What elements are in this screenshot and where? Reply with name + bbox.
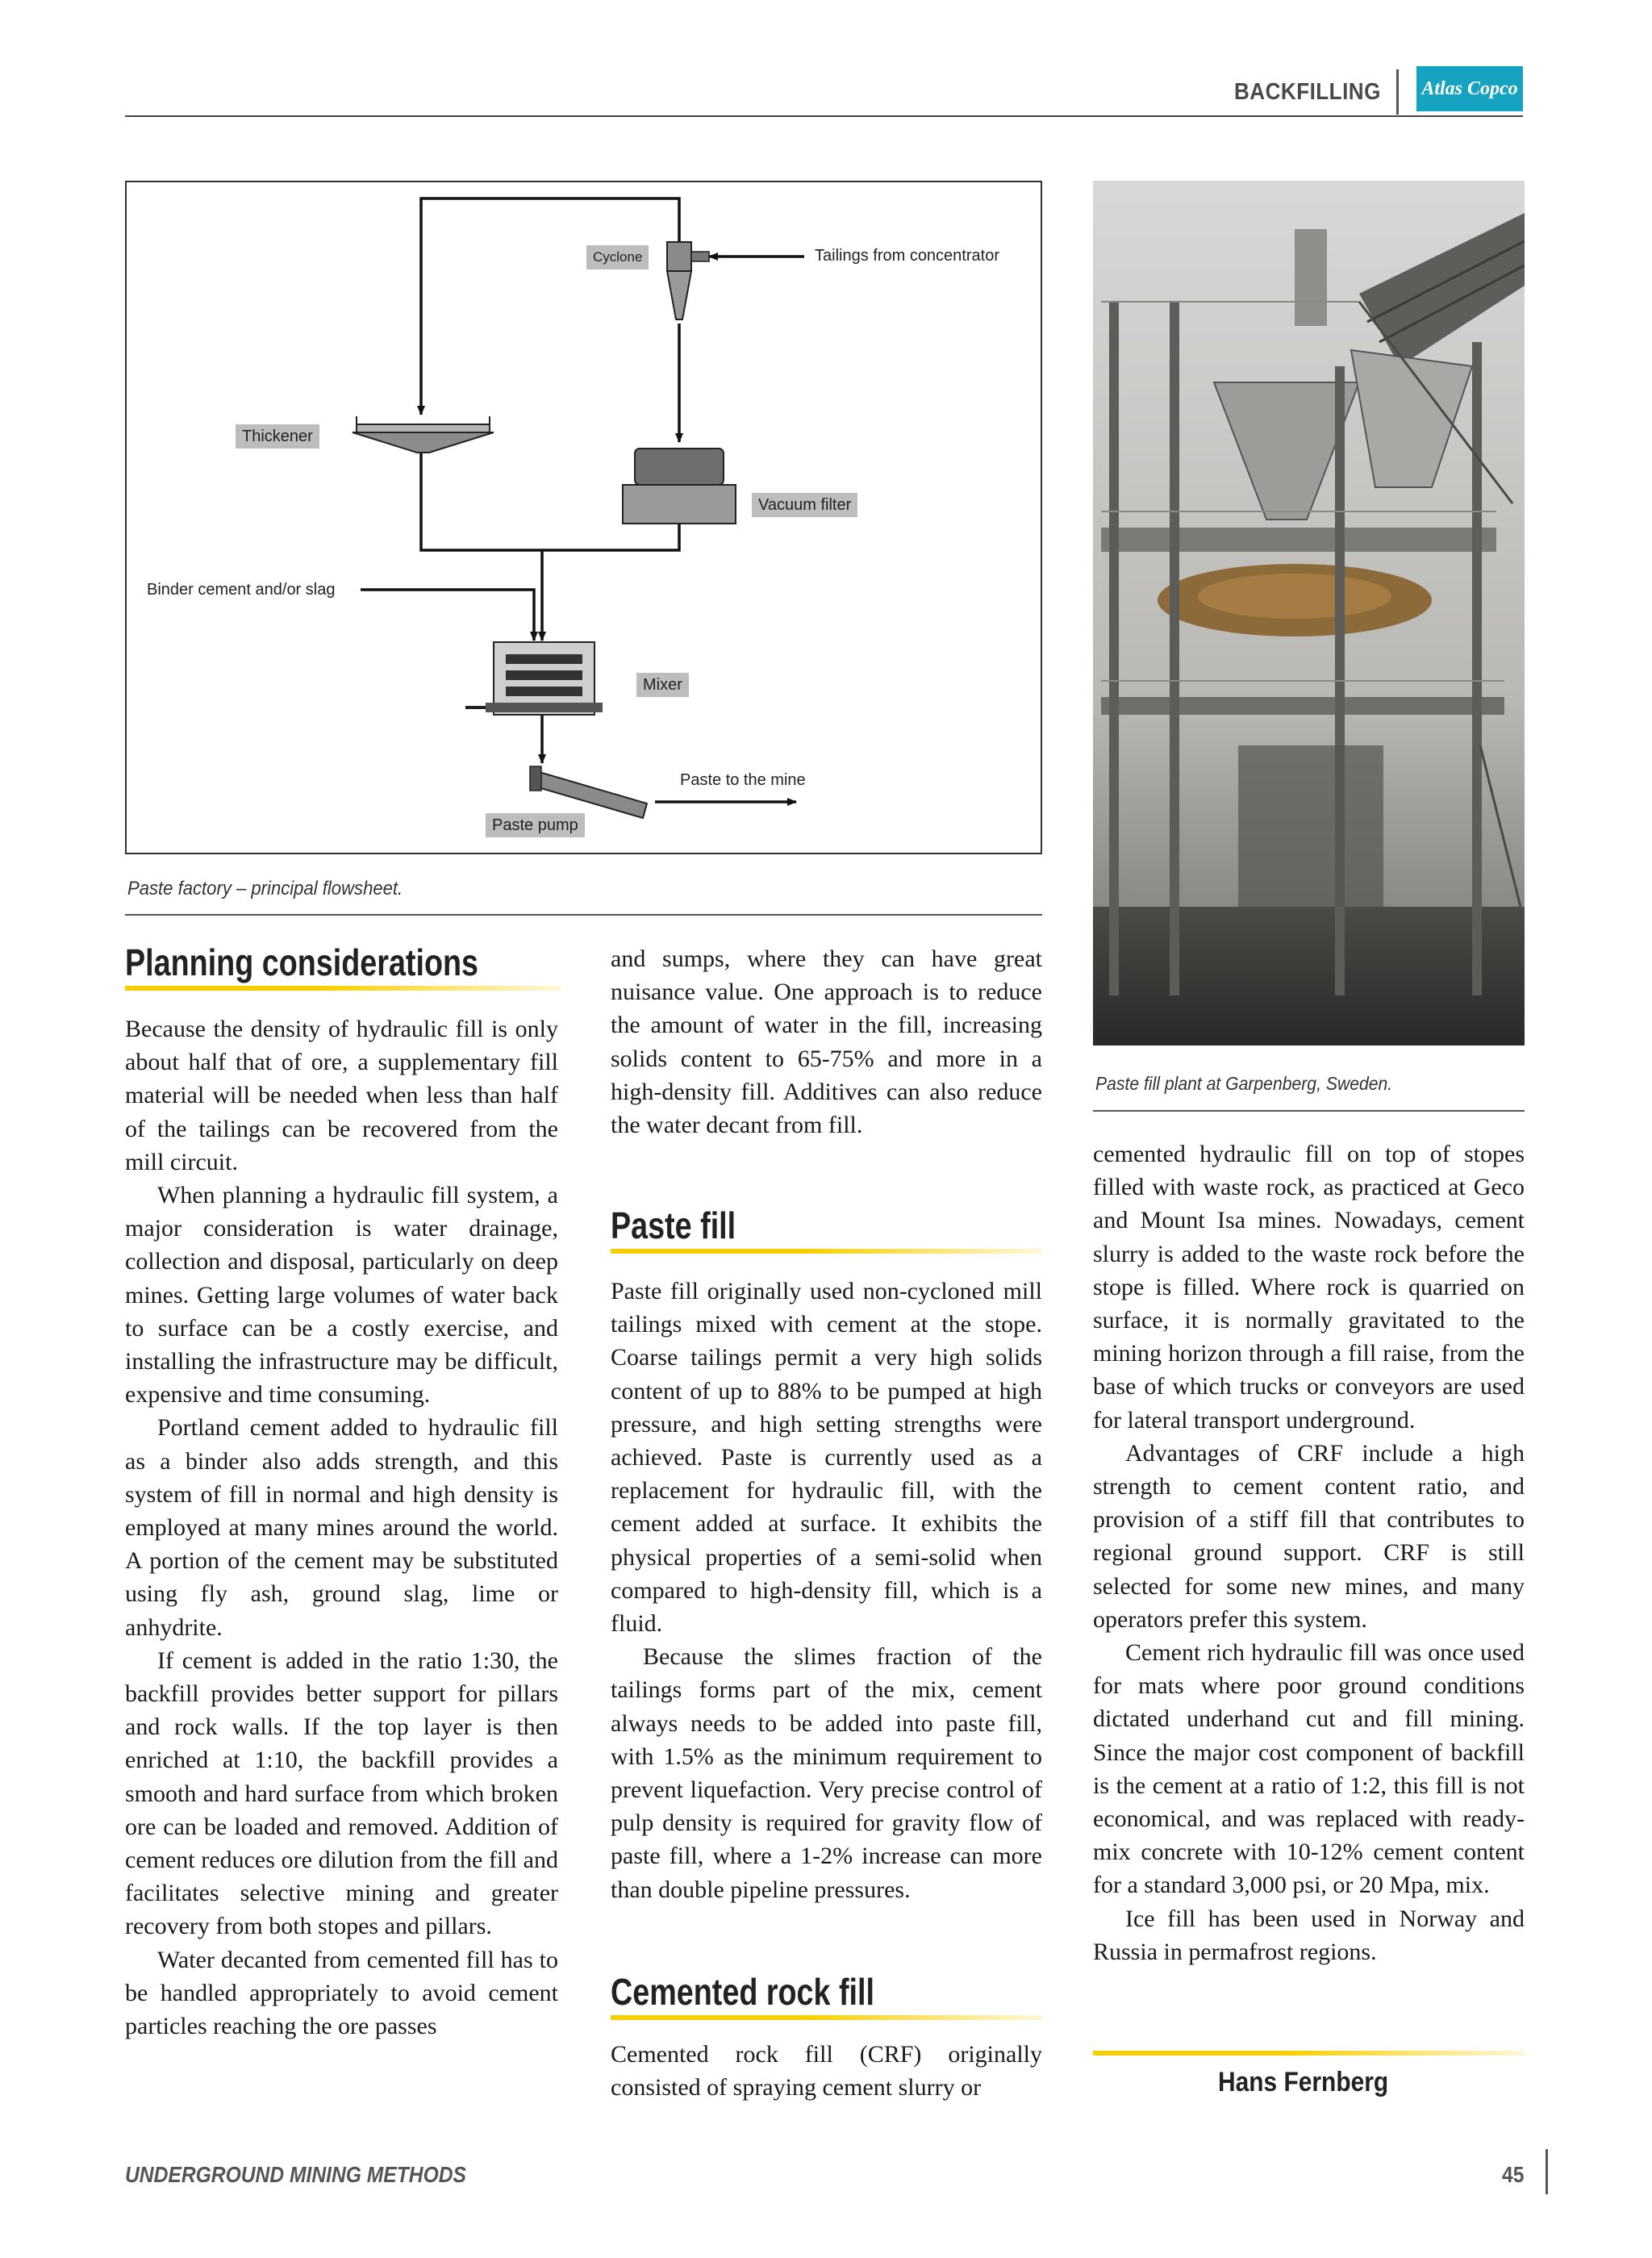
section-title: BACKFILLING bbox=[1234, 79, 1381, 105]
plant-photo-illustration bbox=[1093, 181, 1525, 1046]
heading-underline bbox=[611, 1249, 1042, 1254]
paragraph: Paste fill originally used non-cycloned mill tailings mixed with cement at the stope. Coarse tailings permit a very high solids content of up to 88% to be pumped at high pressure, and high setting strengths were achieved. Paste is currently used as a replacement for hydraulic fill, with the cement added at surface. It exhibits the physical properties of a semi-solid when compared to high-density fill, which is a fluid. bbox=[611, 1278, 1042, 1638]
logo-text: Atlas Copco bbox=[1421, 78, 1518, 99]
heading-planning-considerations: Planning considerations bbox=[125, 941, 479, 983]
paste-pump-icon bbox=[530, 766, 647, 818]
heading-cemented-rock-fill: Cemented rock fill bbox=[611, 1971, 875, 2013]
photo-caption: Paste fill plant at Garpenberg, Sweden. bbox=[1095, 1073, 1393, 1094]
paragraph: Because the slimes fraction of the tailings forms part of the mix, cement always needs to be added into paste fill, with 1.5% as the minimum requirement to prevent liquefaction. Very precise control of pulp density is required for gravity flow of paste fill, where a 1-2% increase can more than double pipeline pressures. bbox=[611, 1643, 1042, 1903]
caption-rule bbox=[125, 914, 1042, 916]
atlas-copco-logo bbox=[1416, 66, 1523, 111]
paste-fill-plant-photo bbox=[1093, 181, 1525, 1046]
vacuum-filter-icon bbox=[623, 449, 736, 524]
thickener-label: Thickener bbox=[236, 424, 319, 449]
paragraph: Portland cement added to hydraulic fill as a binder also adds strength, and this system of fill in normal and high density is employed at many mines around the world. A portion of the cement may be substituted using fly ash, ground slag, lime or anhydrite. bbox=[125, 1414, 558, 1641]
paragraph: cemented hydraulic fill on top of stopes filled with waste rock, as practiced at Geco and Mount Isa mines. Nowadays, cement slurry is added to the waste rock before the stope is filled. Where rock is quarried on surface, it is normally gravitated to the mining horizon through a fill raise, from the base of which trucks or conveyors are used for lateral transport underground. bbox=[1093, 1141, 1525, 1434]
footer-publication-title: UNDERGROUND MINING METHODS bbox=[125, 2162, 466, 2187]
column-2-crf bbox=[611, 2038, 1042, 2104]
mixer-label: Mixer bbox=[636, 673, 689, 697]
paragraph: Cement rich hydraulic fill was once used for mats where poor ground conditions dictated underhand cut and fill mining. Since the major cost component of backfill is the cement at a ratio of 1:2, this fill is not economical, and was replaced with ready-mix concrete with 10-12% cement content for a standard 3,000 psi, or 20 Mpa, mix. bbox=[1093, 1639, 1525, 1899]
paragraph: When planning a hydraulic fill system, a major consideration is water drainage, collection and disposal, particularly on deep mines. Getting large volumes of water back to surface can be a costly exercise, and installing the infrastructure may be difficult, expensive and time consuming. bbox=[125, 1182, 558, 1409]
heading-paste-fill: Paste fill bbox=[611, 1204, 736, 1246]
footer-divider bbox=[1546, 2149, 1548, 2194]
paragraph: If cement is added in the ratio 1:30, the backfill provides better support for pillars and rock walls. If the top layer is then enriched at 1:10, the backfill provides a smooth and hard surface from which broken ore can be loaded and removed. Addition of cement reduces ore dilution from the fill and facilitates selective mining and greater recovery from both stopes and pillars. bbox=[125, 1647, 558, 1940]
paragraph: Because the density of hydraulic fill is only about half that of ore, a supplementary fill material will be needed when less than half of the tailings can be recovered from the mill circuit. bbox=[125, 1016, 558, 1175]
header-rule bbox=[125, 115, 1523, 117]
paragraph: Cemented rock fill (CRF) originally consisted of spraying cement slurry or bbox=[611, 2041, 1042, 2101]
column-3 bbox=[1093, 1137, 1525, 1968]
photo-caption-rule bbox=[1093, 1110, 1525, 1112]
paragraph: Water decanted from cemented fill has to be handled appropriately to avoid cement particles reaching the ore passes bbox=[125, 1946, 558, 2040]
paragraph: and sumps, where they can have great nuisance value. One approach is to reduce the amount of water in the fill, increasing solids content to 65-75% and more in a high-density fill. Additives can also reduce the water decant from fill. bbox=[611, 945, 1042, 1139]
mixer-icon bbox=[465, 642, 603, 715]
header-divider bbox=[1396, 69, 1399, 115]
paste-pump-label: Paste pump bbox=[486, 813, 585, 837]
column-2-top bbox=[611, 942, 1042, 1142]
paste-factory-flowsheet bbox=[125, 181, 1042, 854]
diagram-caption: Paste factory – principal flowsheet. bbox=[127, 878, 403, 899]
cyclone-label: Cyclone bbox=[586, 245, 649, 269]
author-name: Hans Fernberg bbox=[1218, 2067, 1389, 2097]
tailings-label: Tailings from concentrator bbox=[815, 247, 999, 265]
binder-label: Binder cement and/or slag bbox=[147, 581, 336, 599]
paragraph: Advantages of CRF include a high strength to cement content ratio, and provision of a stiff fill that contributes to regional ground support. CRF is still selected for some new mines, and many operators prefer this system. bbox=[1093, 1439, 1525, 1633]
thickener-icon bbox=[353, 416, 494, 453]
paste-to-mine-label: Paste to the mine bbox=[680, 771, 806, 789]
heading-underline bbox=[125, 986, 561, 991]
vacuum-filter-label: Vacuum filter bbox=[752, 493, 857, 517]
cyclone-icon bbox=[667, 242, 709, 319]
flowsheet-diagram bbox=[127, 182, 1041, 853]
page-number: 45 bbox=[1502, 2162, 1525, 2187]
paragraph: Ice fill has been used in Norway and Russia in permafrost regions. bbox=[1093, 1905, 1525, 1965]
column-2-paste bbox=[611, 1275, 1042, 1906]
heading-underline bbox=[611, 2015, 1042, 2020]
column-1 bbox=[125, 1012, 558, 2043]
author-underline bbox=[1093, 2051, 1525, 2056]
